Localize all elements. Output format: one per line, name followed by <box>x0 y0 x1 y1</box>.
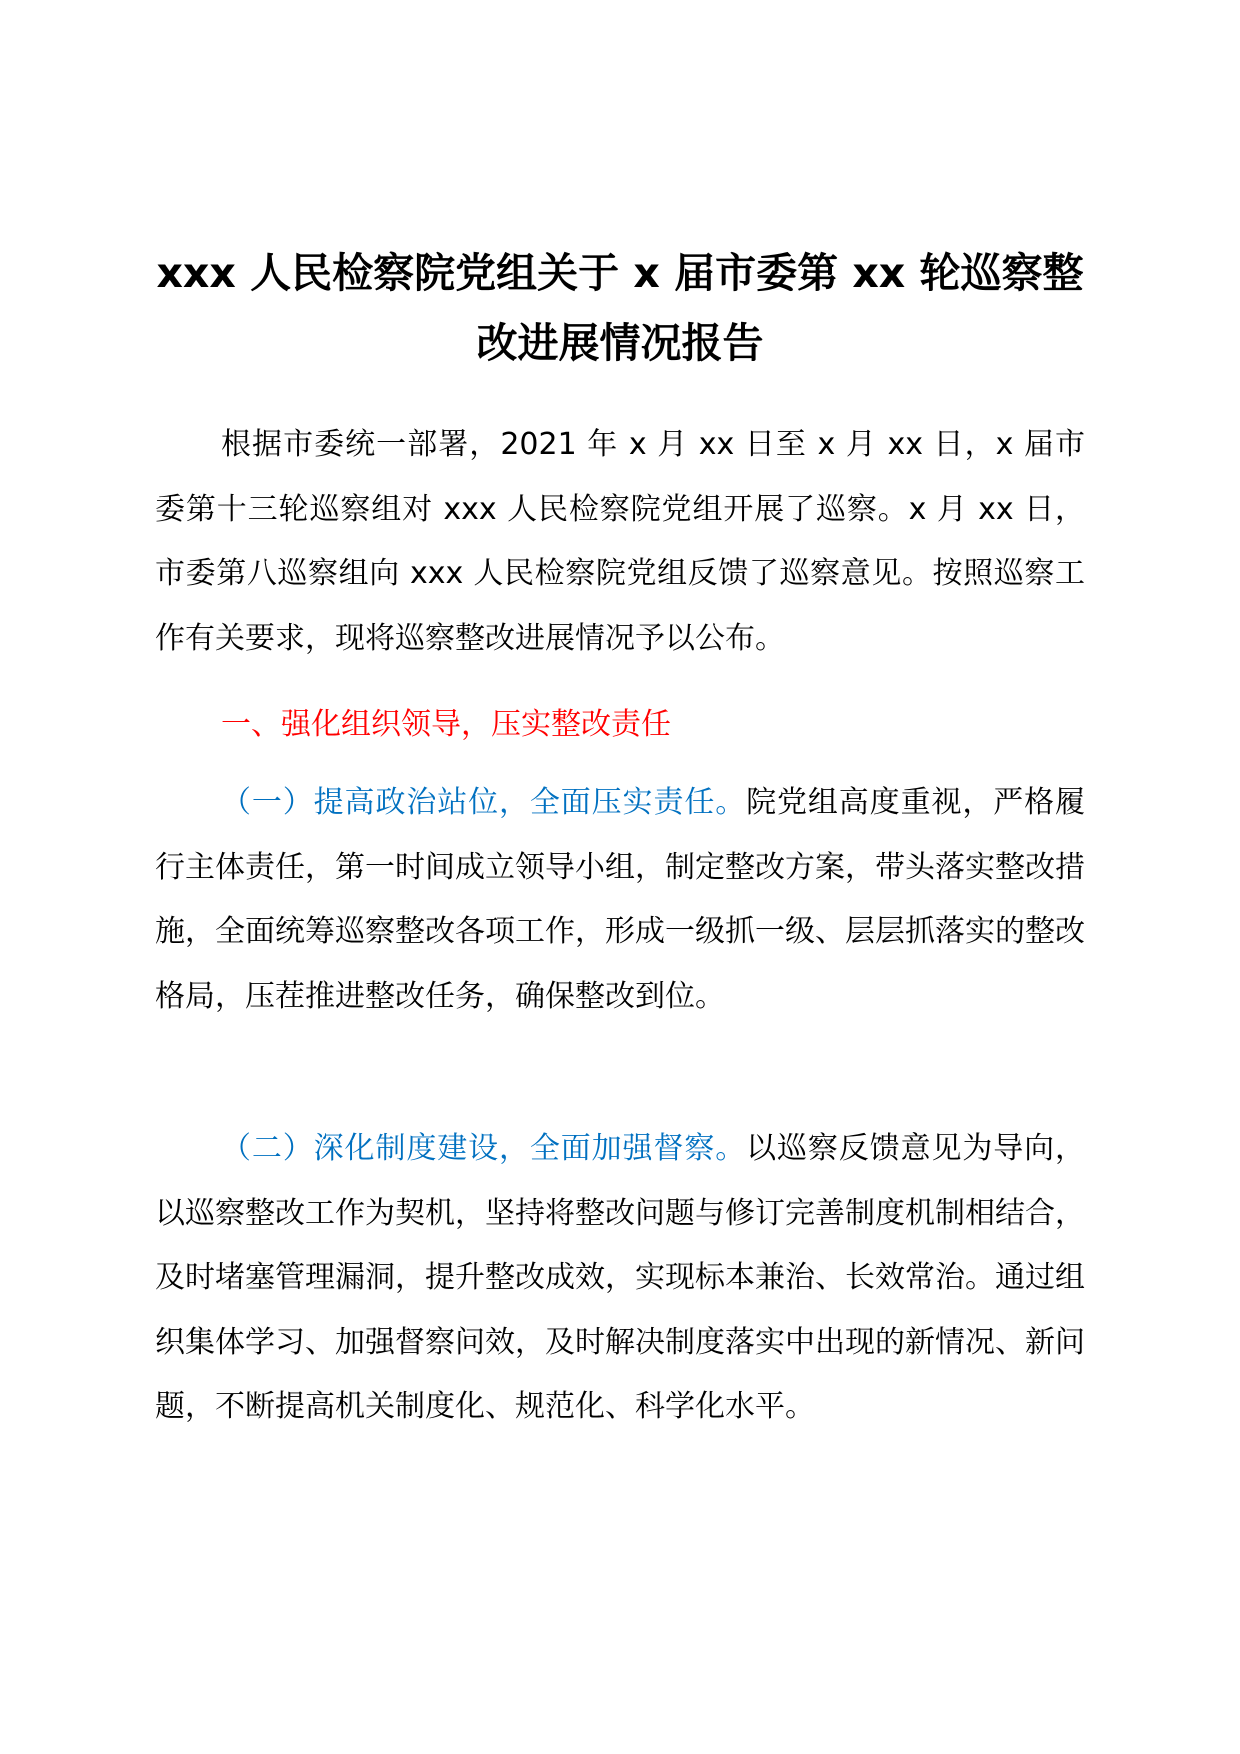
section-item-2 <box>155 1117 1085 1440</box>
item-2-text: 以巡察反馈意见为导向，以巡察整改工作为契机，坚持将整改问题与修订完善制度机制相结合，及时堵塞管理漏洞，提升整改成效，实现标本兼治、长效常治。通过组织集体学习、加强督察问效，及时解决制度落实中出现的新情况、新问题，不断提高机关制度化、规范化、科学化水平。 <box>155 1131 1086 1424</box>
section-item-1 <box>155 771 1085 1029</box>
document-title: xxx 人民检察院党组关于 x 届市委第 xx 轮巡察整改进展情况报告 <box>156 249 1084 367</box>
item-2-subheading: （二）深化制度建设，全面加强督察。 <box>221 1131 747 1166</box>
section-heading: 一、强化组织领导，压实整改责任 <box>221 707 671 742</box>
intro-paragraph: 根据市委统一部署，2021 年 x 月 xx 日至 x 月 xx 日，x 届市委第十三轮巡察组对 xxx 人民检察院党组开展了巡察。x 月 xx 日，市委第八巡察组向 xxx 人民检察院党组反馈了巡察意见。按照巡察工作有关要求，现将巡察整改进展情况予以公布。 <box>155 427 1085 656</box>
item-1-text: 院党组高度重视，严格履行主体责任，第一时间成立领导小组，制定整改方案，带头落实整改措施，全面统筹巡察整改各项工作，形成一级抓一级、层层抓落实的整改格局，压茬推进整改任务，确保整改到位。 <box>155 785 1086 1014</box>
item-1-subheading: （一）提高政治站位，全面压实责任。 <box>221 785 747 820</box>
